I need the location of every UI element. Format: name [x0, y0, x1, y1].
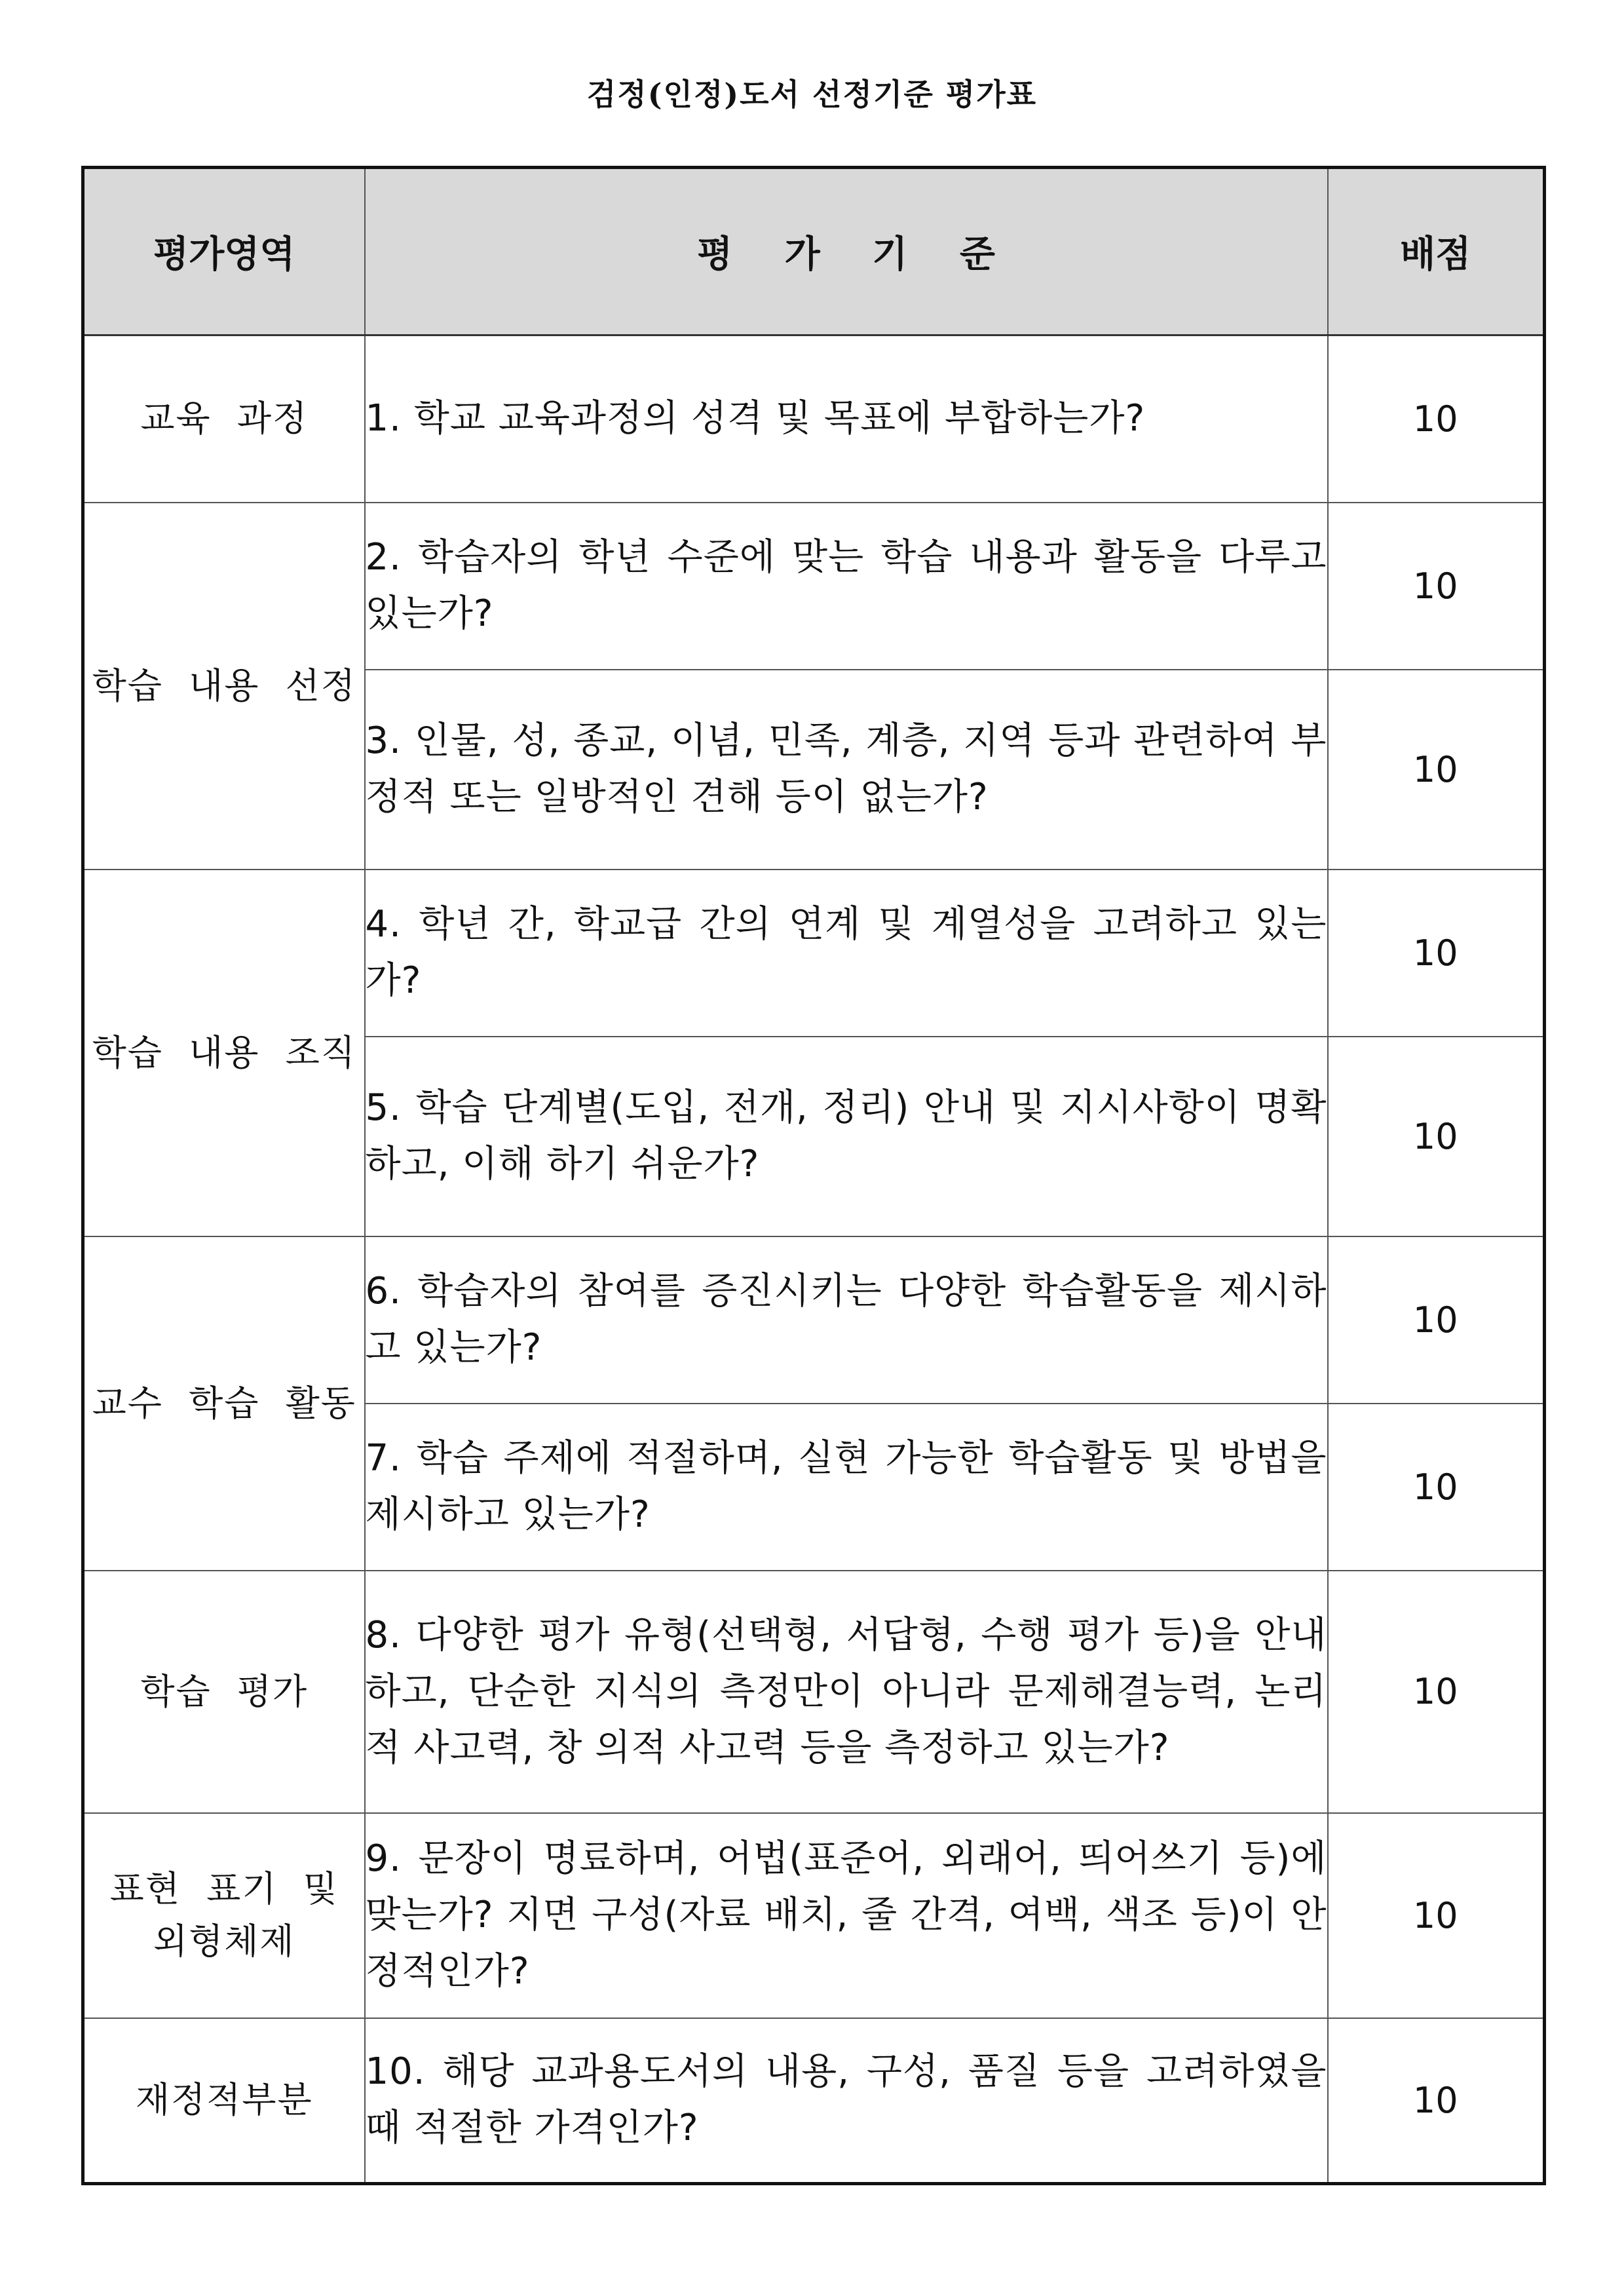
criterion-2: 2. 학습자의 학년 수준에 맞는 학습 내용과 활동을 다루고 있는가?: [365, 503, 1328, 670]
table-row: [83, 503, 1545, 670]
criterion-6: 6. 학습자의 참여를 증진시키는 다양한 학습활동을 제시하고 있는가?: [365, 1236, 1328, 1404]
table-row: [83, 1236, 1545, 1404]
area-financial: 재정적부분: [83, 2018, 365, 2184]
score-5: 10: [1328, 1037, 1545, 1236]
page-title: 검정(인정)도서 선정기준 평가표: [586, 77, 1038, 112]
area-expression: [83, 1813, 365, 2018]
score-2: 10: [1328, 503, 1545, 670]
area-content-selection: 학습 내용 선정: [83, 503, 365, 870]
table-row: [83, 1813, 1545, 2018]
header-area: 평가영역: [83, 168, 365, 335]
area-curriculum: 교육 과정: [83, 335, 365, 503]
criterion-3: 3. 인물, 성, 종교, 이념, 민족, 계층, 지역 등과 관련하여 부정적 또는 일방적인 견해 등이 없는가?: [365, 670, 1328, 870]
criterion-1: 1. 학교 교육과정의 성격 및 목표에 부합하는가?: [365, 335, 1328, 503]
criterion-8: 8. 다양한 평가 유형(선택형, 서답형, 수행 평가 등)을 안내하고, 단순한 지식의 측정만이 아니라 문제해결능력, 논리적 사고력, 창 의적 사고력 등을 측정하고 있는가?: [365, 1571, 1328, 1813]
evaluation-table: [81, 166, 1546, 2185]
criterion-7: 7. 학습 주제에 적절하며, 실현 가능한 학습활동 및 방법을 제시하고 있는가?: [365, 1404, 1328, 1571]
criterion-4: 4. 학년 간, 학교급 간의 연계 및 계열성을 고려하고 있는가?: [365, 870, 1328, 1037]
header-criteria: 평 가 기 준: [365, 168, 1328, 335]
area-content-organization: 학습 내용 조직: [83, 870, 365, 1236]
score-10: 10: [1328, 2018, 1545, 2184]
score-9: 10: [1328, 1813, 1545, 2018]
area-expression-line1: 표현 표기 및: [109, 1868, 339, 1909]
table-row: [83, 1571, 1545, 1813]
table-row: [83, 2018, 1545, 2184]
score-1: 10: [1328, 335, 1545, 503]
criterion-10: 10. 해당 교과용도서의 내용, 구성, 품질 등을 고려하였을 때 적절한 가격인가?: [365, 2018, 1328, 2184]
header-score: 배점: [1328, 168, 1545, 335]
criterion-9: 9. 문장이 명료하며, 어법(표준어, 외래어, 띄어쓰기 등)에 맞는가? 지면 구성(자료 배치, 줄 간격, 여백, 색조 등)이 안정적인가?: [365, 1813, 1328, 2018]
score-3: 10: [1328, 670, 1545, 870]
area-assessment: 학습 평가: [83, 1571, 365, 1813]
score-4: 10: [1328, 870, 1545, 1037]
table-row: [83, 870, 1545, 1037]
score-8: 10: [1328, 1571, 1545, 1813]
table-row: [83, 335, 1545, 503]
area-expression-line2: 외형체제: [153, 1921, 295, 1962]
table-header-row: [83, 168, 1545, 335]
area-teaching-activity: 교수 학습 활동: [83, 1236, 365, 1571]
criterion-5: 5. 학습 단계별(도입, 전개, 정리) 안내 및 지시사항이 명확하고, 이해 하기 쉬운가?: [365, 1037, 1328, 1236]
score-6: 10: [1328, 1236, 1545, 1404]
score-7: 10: [1328, 1404, 1545, 1571]
